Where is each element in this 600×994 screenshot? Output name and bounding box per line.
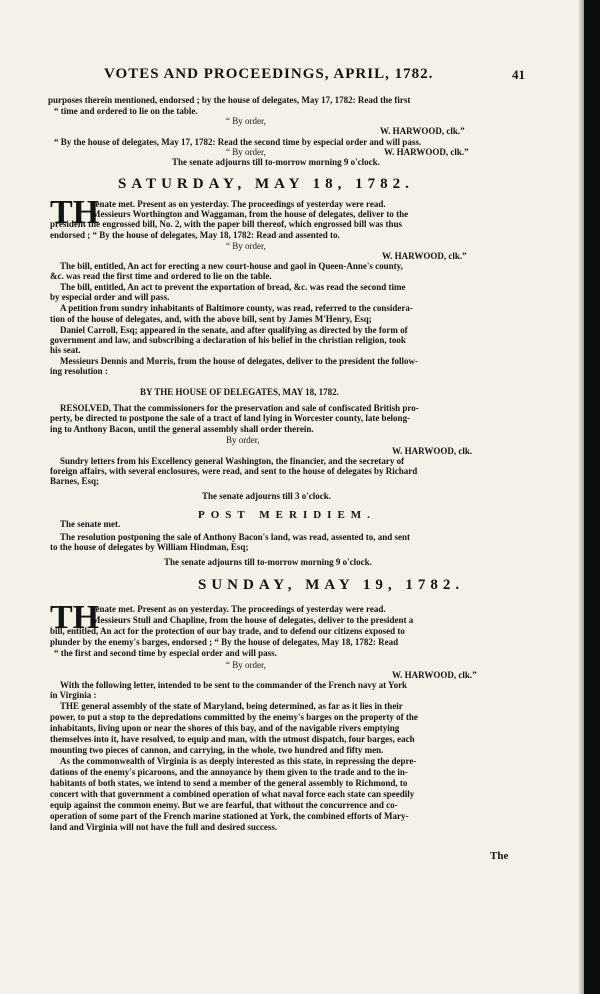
text-line: By order, [226,435,260,445]
text-line: “ time and ordered to lie on the table. [54,106,198,116]
text-line: power, to put a stop to the depredations committed by the enemy's barges on the property of the [50,712,418,722]
text-line: The bill, entitled, An act for erecting a new court-house and gaol in Queen-Anne's county, [60,261,403,271]
date-heading: SUNDAY, MAY 19, 1782. [198,577,465,593]
text-line: perty, be directed to postpone the sale of a tract of land lying in Worcester county, late belong- [50,413,411,423]
text-line: in Virginia : [50,690,97,700]
text-line: The senate adjourns till 3 o'clock. [202,491,332,501]
text-line: plunder by the enemy's barges, endorsed ; “ By the house of delegates, May 18, 1782: Read [50,637,399,647]
text-line: to the house of delegates by William Hindman, Esq; [50,542,249,552]
drop-cap: TH [50,194,100,231]
text-line: by especial order and will pass. [50,292,170,302]
text-line: government and law, and subscribing a declaration of his belief in the christian religion, took [50,335,406,345]
text-line: Barnes, Esq; [50,476,100,486]
catchword: The [490,850,509,862]
text-line: A petition from sundry inhabitants of Baltimore county, was read, referred to the considera- [60,303,413,313]
text-line: his seat. [50,345,81,355]
drop-cap: TH [50,599,100,636]
text-line: Daniel Carroll, Esq; appeared in the senate, and after qualifying as directed by the form of [60,325,408,335]
text-line: dations of the enemy's picaroons, and the annoyance by them given to the trade and to the in- [50,767,408,777]
section-heading: POST MERIDIEM. [198,509,376,521]
text-line: The senate met. [60,519,121,529]
text-line: mounting two pieces of cannon, and carrying, in the whole, two hundred and fifty men. [50,745,384,755]
text-line: The resolution postponing the sale of Anthony Bacon's land, was read, assented to, and sent [60,532,410,542]
text-line: “ By order, [226,116,266,126]
text-line: “ By order, [226,147,266,157]
text-line: As the commonwealth of Virginia is as deeply interested as this state, in repressing the depre- [60,756,417,766]
text-line: Messieurs Dennis and Morris, from the house of delegates, deliver to the president the follow- [60,356,418,366]
text-line: Messieurs Worthington and Waggaman, from the house of delegates, deliver to the [92,209,409,219]
text-line: president the engrossed bill, No. 2, with the paper bill thereof, which engrossed bill was thus [50,219,402,229]
text-line: purposes therein mentioned, endorsed ; by the house of delegates, May 17, 1782: Read the first [48,95,411,105]
text-line: “ By order, [226,660,266,670]
text-line: ing resolution : [50,366,108,376]
text-line: endorsed ; “ By the house of delegates, May 18, 1782: Read and assented to. [50,230,340,240]
text-line: W. HARWOOD, clk.” [382,251,467,261]
text-line: ing to Anthony Bacon, until the general assembly shall order therein. [50,424,314,434]
text-line: W. HARWOOD, clk.” [384,147,469,157]
text-line: W. HARWOOD, clk.” [380,126,465,136]
text-line: With the following letter, intended to be sent to the commander of the French navy at York [60,680,408,690]
text-line: themselves into it, have resolved, to equip and man, with the utmost dispatch, four barges, each [50,734,415,744]
text-line: senate met. Present as on yesterday. The proceedings of yesterday were read. [92,604,386,614]
text-line: inhabitants, living upon or near the shores of this bay, and of the navigable rivers emptying [50,723,400,733]
text-line: W. HARWOOD, clk. [392,446,473,456]
text-line: operation of some part of the French marine stationed at York, the combined efforts of Mary- [50,811,409,821]
text-line: &c. was read the first time and ordered to lie on the table. [50,271,272,281]
date-heading: SATURDAY, MAY 18, 1782. [118,176,414,192]
text-line: “ the first and second time by especial order and will pass. [54,648,277,658]
text-line: The bill, entitled, An act to prevent the exportation of bread, &c. was read the second time [60,282,406,292]
text-line: senate met. Present as on yesterday. The proceedings of yesterday were read. [92,199,386,209]
text-line: THE general assembly of the state of Maryland, being determined, as far as it lies in their [60,701,403,711]
text-line: W. HARWOOD, clk.” [392,670,477,680]
text-line: RESOLVED, That the commissioners for the preservation and sale of confiscated British pro- [60,403,419,413]
text-line: equip against the common enemy. But we are fearful, that without the concurrence and co- [50,800,398,810]
text-line: “ By order, [226,241,266,251]
text-line: The senate adjourns till to-morrow morning 9 o'clock. [164,557,372,567]
running-header: VOTES AND PROCEEDINGS, APRIL, 1782. [104,66,434,82]
text-line: Sundry letters from his Excellency general Washington, the financier, and the secretary of [60,456,405,466]
text-line: land and Virginia will not have the full and desired success. [50,822,278,832]
text-line: concert with that government a combined operation of what naval force each state can speedily [50,789,415,799]
text-line: The senate adjourns till to-morrow morning 9 o'clock. [172,157,380,167]
text-line: tion of the house of delegates, and, with the above bill, sent by James M'Henry, Esq; [50,314,372,324]
text-line: Messieurs Stull and Chapline, from the house of delegates, deliver to the president a [92,615,414,625]
text-line: foreign affairs, with several enclosures, were read, and sent to the house of delegates by Richard [50,466,418,476]
text-line: BY THE HOUSE OF DELEGATES, MAY 18, 1782. [140,387,339,397]
text-line: habitants of both states, we intend to send a member of the general assembly to Richmond, to [50,778,408,788]
text-line: “ By the house of delegates, May 17, 1782: Read the second time by especial order and will pass. [54,137,422,147]
text-line: bill, entitled, An act for the protection of our bay trade, and to defend our citizens exposed to [50,626,405,636]
page-number: 41 [512,67,525,82]
